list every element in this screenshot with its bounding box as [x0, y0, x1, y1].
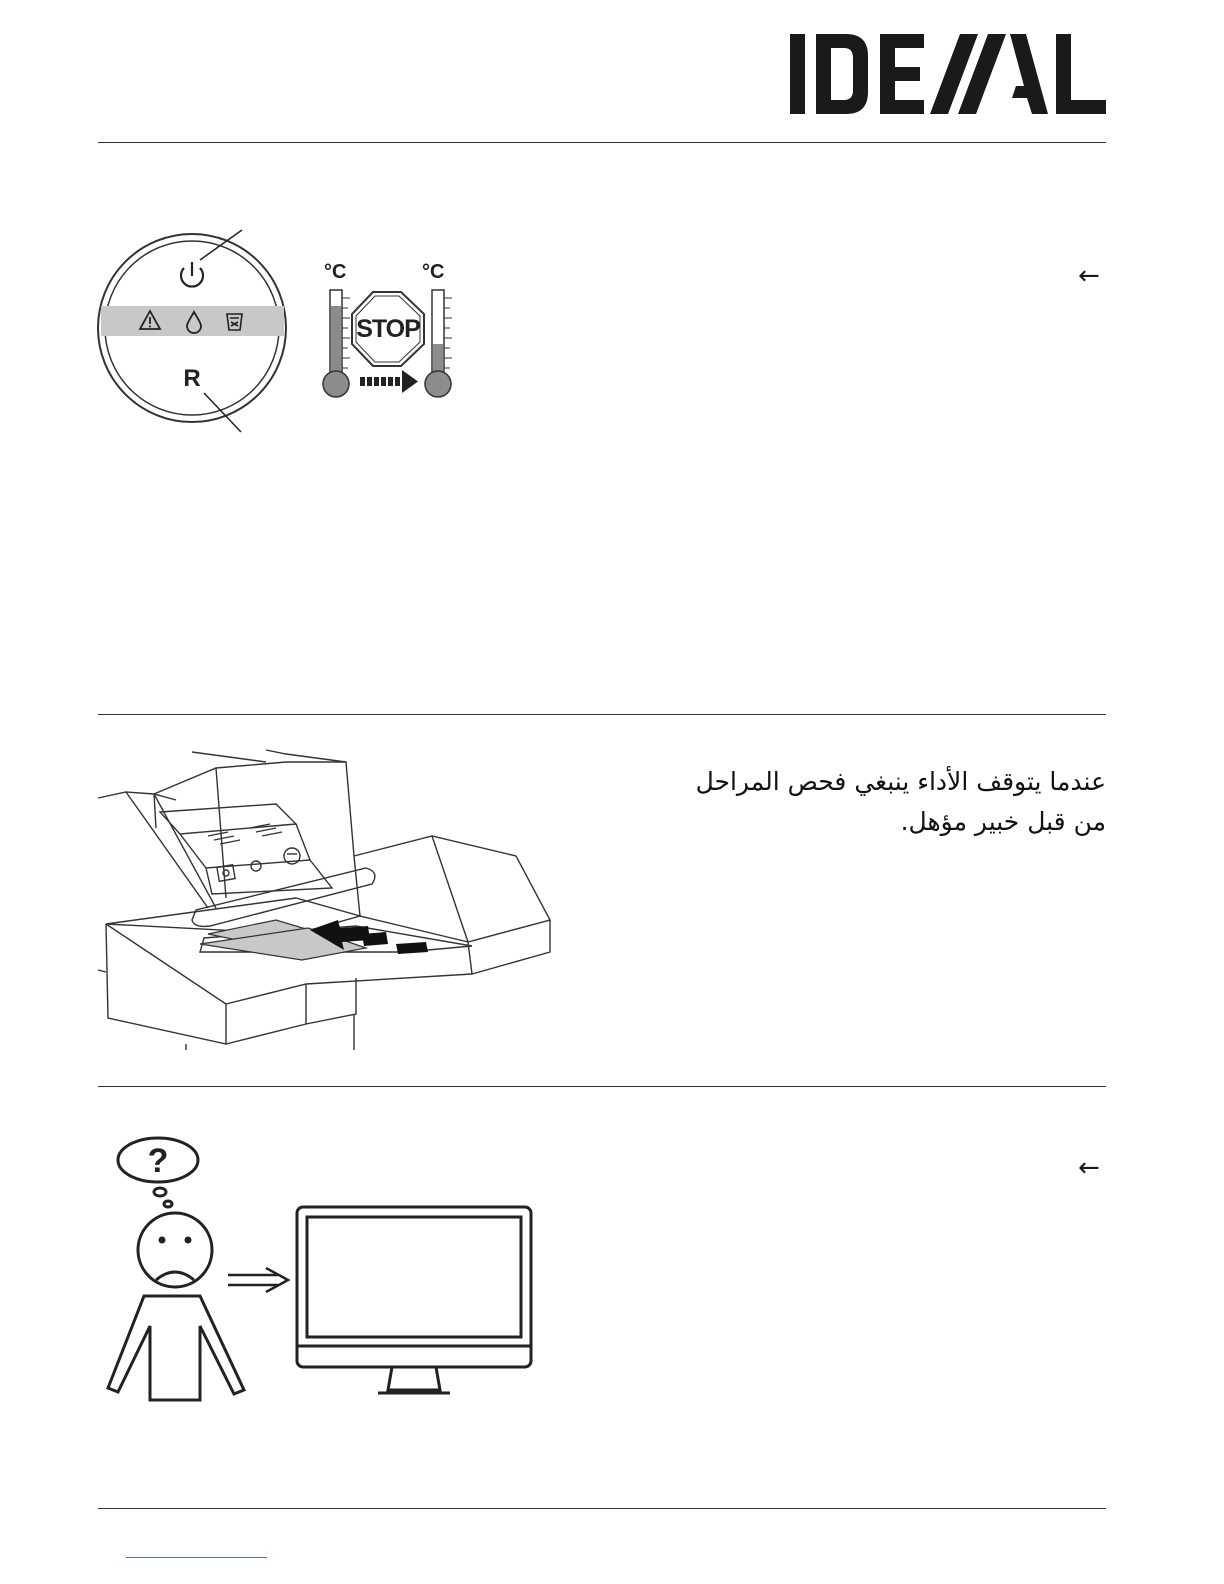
instruction-line-2: من قبل خبير مؤهل.: [900, 807, 1106, 836]
right-thermometer-unit: °C: [422, 261, 445, 283]
stop-sign-text: STOP: [356, 315, 420, 343]
cutting-machine-illustration: [96, 748, 556, 1050]
header-rule: [98, 142, 1106, 143]
thought-question-mark: ?: [147, 1142, 169, 1180]
cooling-arrow-icon: [360, 370, 418, 393]
reset-label: R: [183, 365, 201, 392]
section-rule-1: [98, 714, 1106, 715]
sad-face-icon: [138, 1213, 212, 1287]
thermometer-hot: [323, 290, 350, 397]
stop-sign-icon: [352, 292, 424, 366]
footer-rule: [98, 1508, 1106, 1509]
section-rule-2: [98, 1086, 1106, 1087]
indicator-band: [101, 306, 284, 336]
double-arrow-icon: [226, 1266, 292, 1294]
section1-arrow-icon: ←: [1078, 261, 1100, 291]
ideal-logo: [786, 32, 1108, 116]
section2-instruction: [666, 762, 1106, 842]
temperature-stop-illustration: [318, 256, 460, 404]
monitor-icon: [294, 1204, 534, 1398]
control-panel-illustration: [96, 228, 296, 434]
left-thermometer-unit: °C: [324, 261, 347, 283]
thermometer-cool: [425, 290, 452, 397]
footer-link-underline[interactable]: [126, 1557, 267, 1558]
section3-arrow-icon: ←: [1078, 1153, 1100, 1183]
instruction-line-1: عندما يتوقف الأداء ينبغي فحص المراحل: [695, 767, 1106, 796]
